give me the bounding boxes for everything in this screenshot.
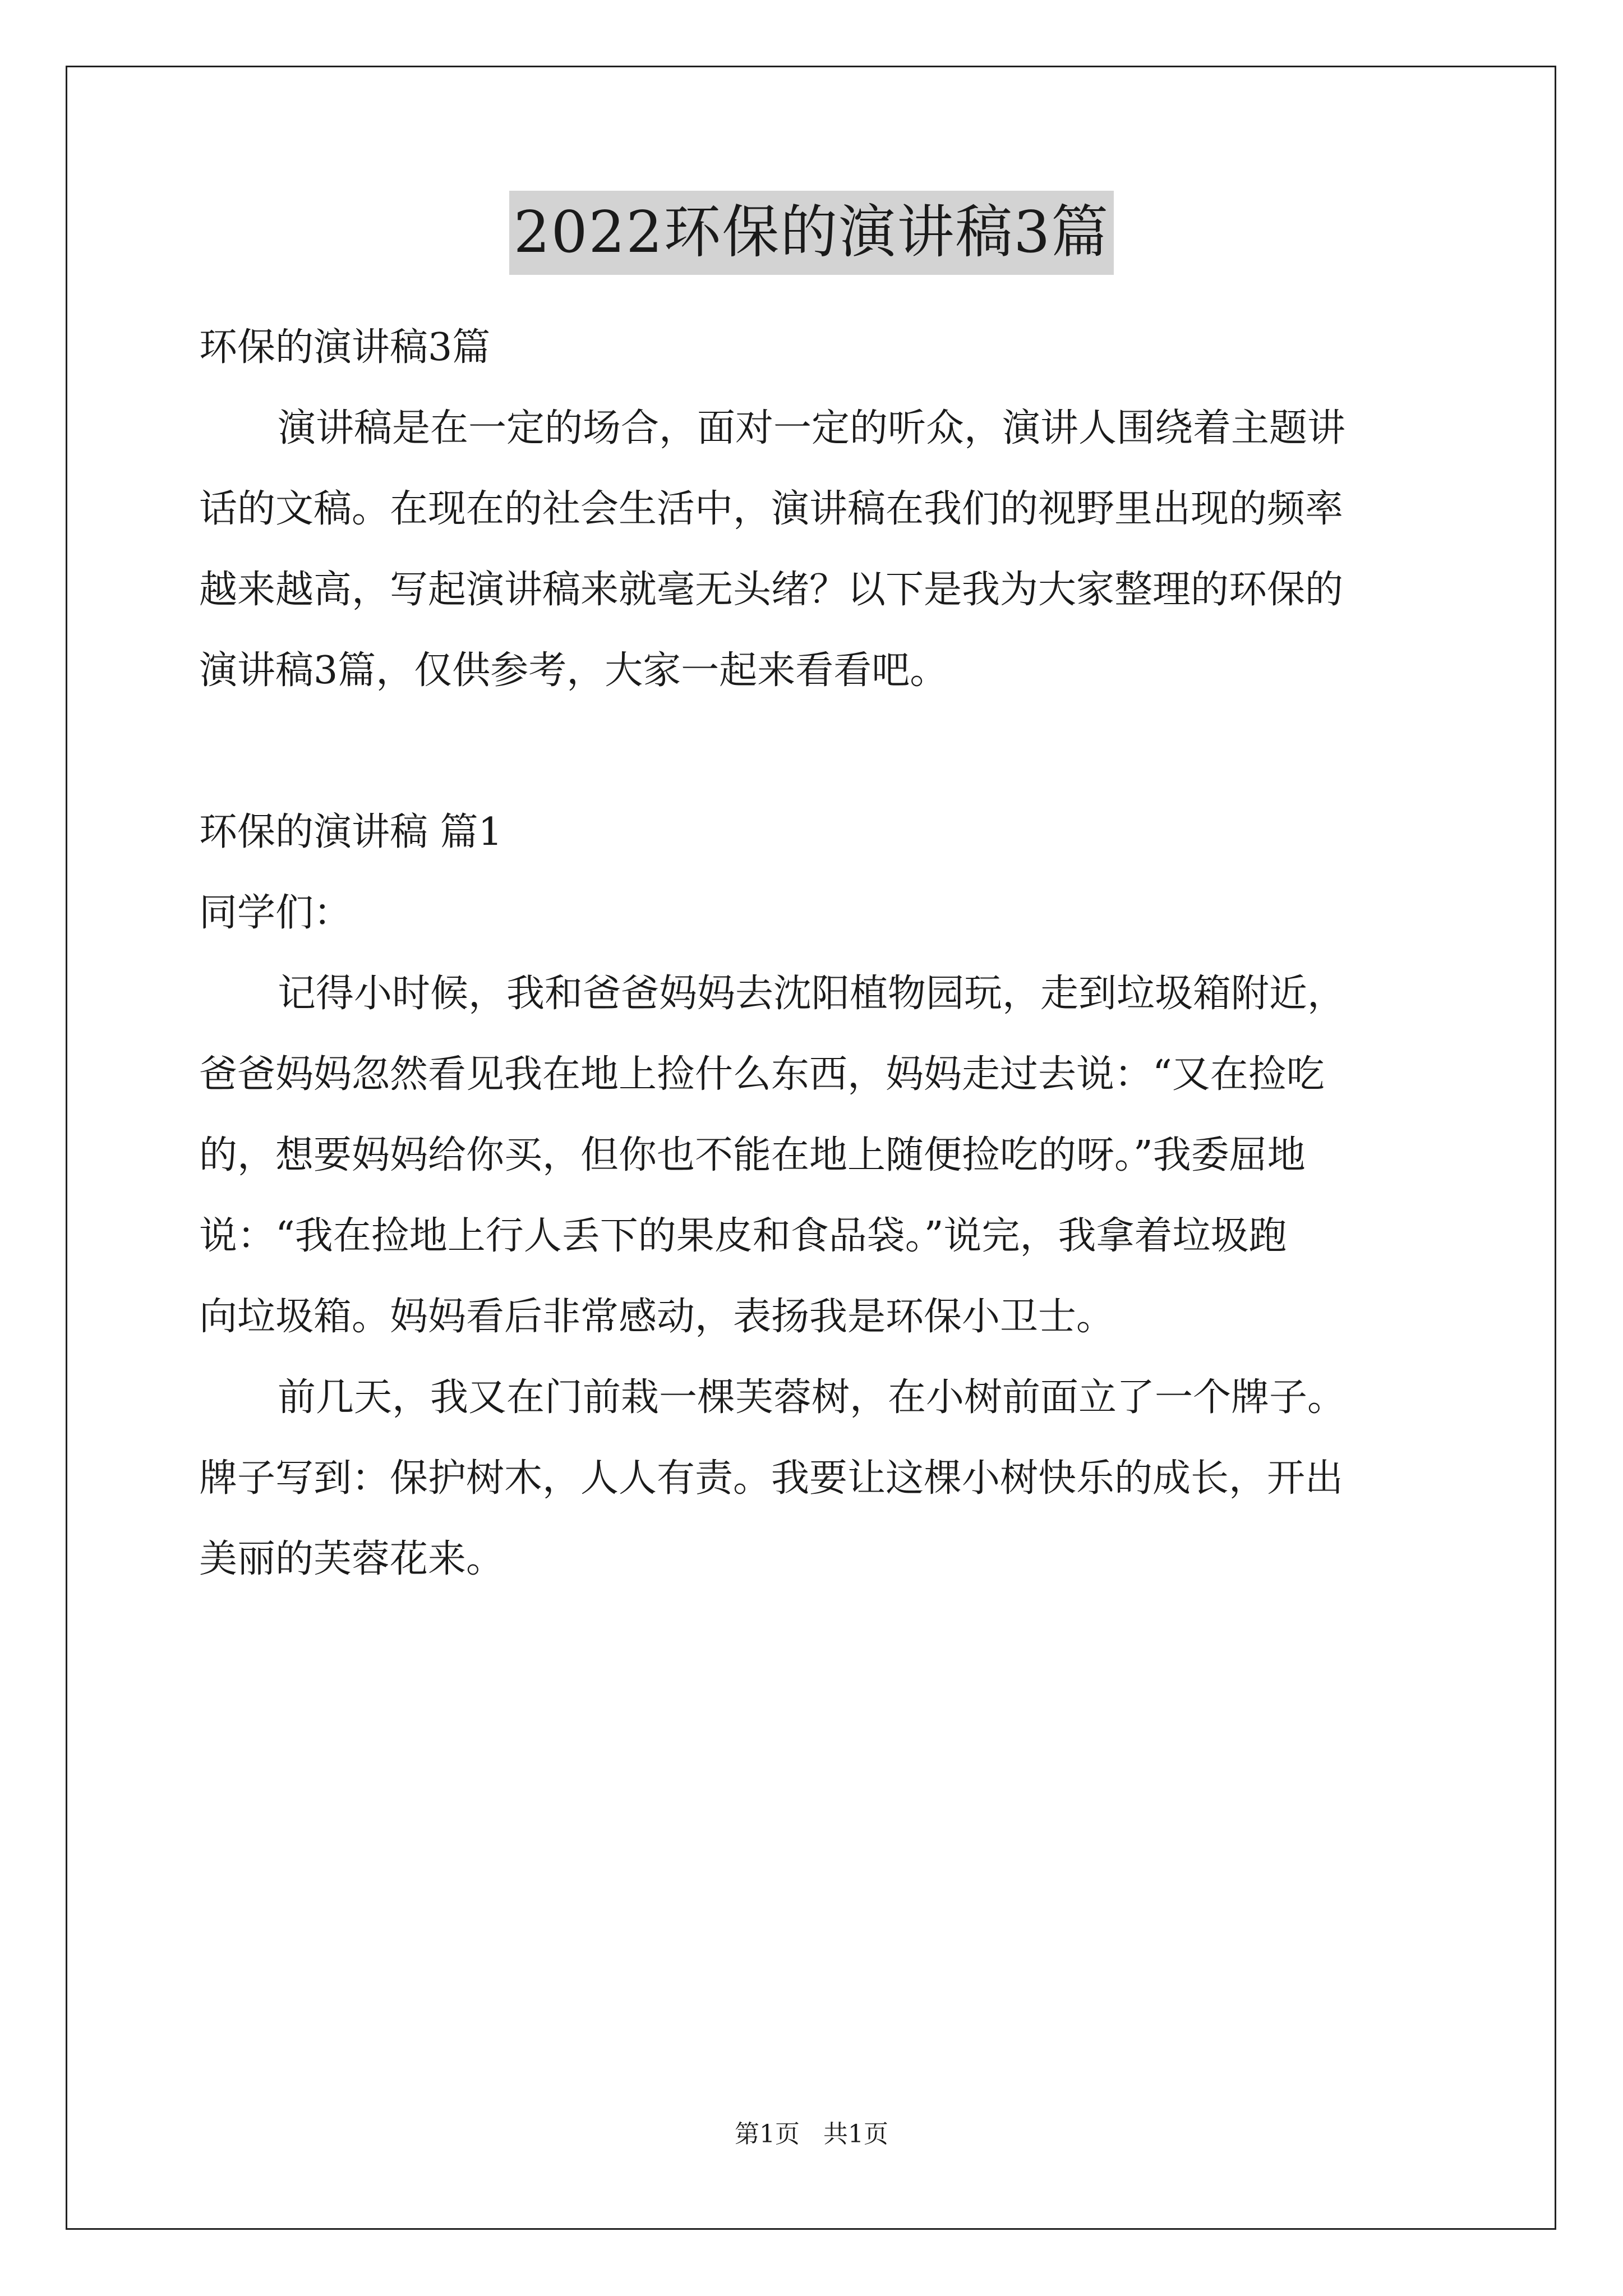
salutation: 同学们： — [199, 891, 352, 935]
document-title: 2022环保的演讲稿3篇 — [509, 191, 1114, 275]
body-paragraph-1 — [199, 954, 1430, 1358]
title-container — [0, 191, 1623, 275]
spacer — [199, 711, 1430, 792]
paragraph-line: 越来越高，写起演讲稿来就毫无头绪？以下是我为大家整理的环保的 — [199, 568, 1344, 612]
paragraph-line: 演讲稿是在一定的场合，面对一定的听众，演讲人围绕着主题讲 — [278, 406, 1346, 450]
body-paragraph-2 — [199, 1358, 1430, 1600]
subtitle: 环保的演讲稿3篇 — [199, 325, 491, 370]
paragraph-line: 牌子写到：保护树木，人人有责。我要让这棵小树快乐的成长，开出 — [199, 1456, 1344, 1501]
page-number-footer: 第1页 共1页 — [735, 2120, 888, 2148]
section-heading: 环保的演讲稿 篇1 — [199, 810, 502, 854]
paragraph-line: 的，想要妈妈给你买，但你也不能在地上随便捡吃的呀。”我委屈地 — [199, 1133, 1306, 1177]
intro-paragraph — [199, 388, 1430, 711]
paragraph-line: 向垃圾箱。妈妈看后非常感动，表扬我是环保小卫士。 — [199, 1295, 1115, 1339]
paragraph-line: 说：“我在捡地上行人丢下的果皮和食品袋。”说完，我拿着垃圾跑 — [199, 1214, 1287, 1258]
paragraph-line: 爸爸妈妈忽然看见我在地上捡什么东西，妈妈走过去说：“又在捡吃 — [199, 1052, 1325, 1097]
document-body — [199, 307, 1430, 1600]
paragraph-line: 记得小时候，我和爸爸妈妈去沈阳植物园玩，走到垃圾箱附近， — [278, 972, 1346, 1016]
paragraph-line: 前几天，我又在门前栽一棵芙蓉树，在小树前面立了一个牌子。 — [278, 1375, 1346, 1420]
paragraph-line: 演讲稿3篇，仅供参考，大家一起来看看吧。 — [199, 648, 948, 693]
paragraph-line: 话的文稿。在现在的社会生活中，演讲稿在我们的视野里出现的频率 — [199, 487, 1344, 531]
paragraph-line: 美丽的芙蓉花来。 — [199, 1537, 505, 1581]
